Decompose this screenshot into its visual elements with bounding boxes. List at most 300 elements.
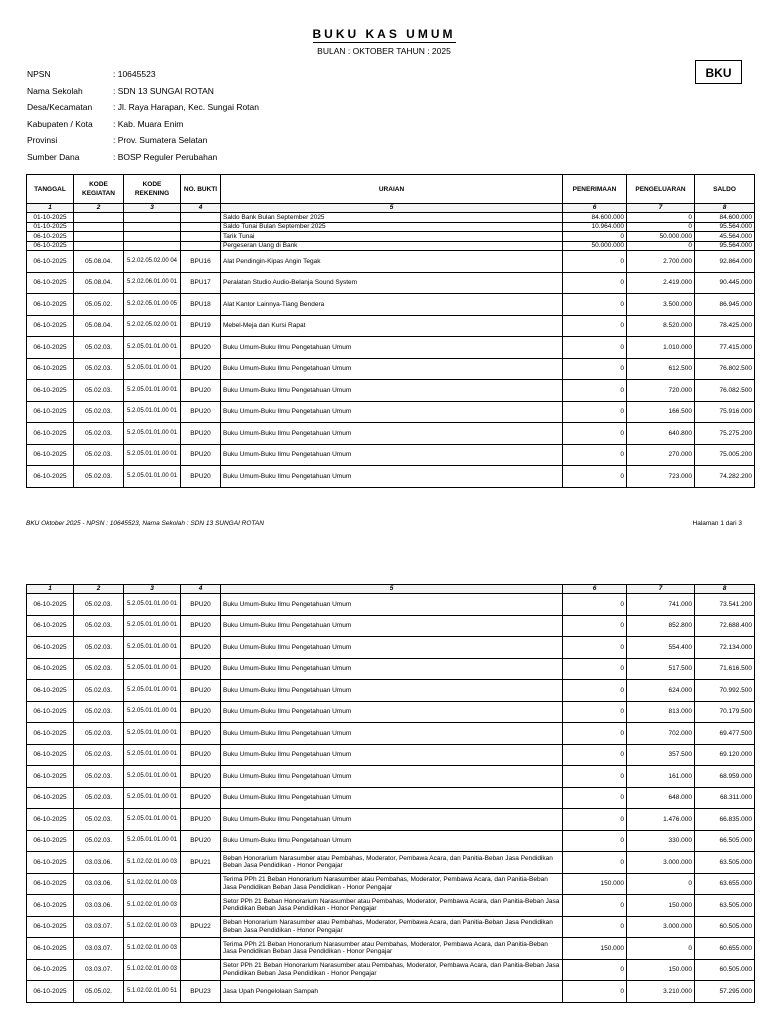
- penerimaan-cell: 0: [563, 680, 627, 702]
- col-number: 4: [181, 204, 221, 213]
- tanggal-cell: 06-10-2025: [27, 380, 74, 402]
- kode-kegiatan-cell: 05.02.03.: [74, 658, 124, 680]
- penerimaan-cell: 0: [563, 444, 627, 466]
- pengeluaran-cell: 640.800: [627, 423, 695, 445]
- saldo-cell: 63.655.000: [695, 873, 755, 895]
- table-row: [27, 787, 755, 809]
- col-number: 3: [124, 204, 181, 213]
- tanggal-cell: 06-10-2025: [27, 959, 74, 981]
- no-bukti-cell: BPU20: [181, 787, 221, 809]
- pengeluaran-cell: 612.500: [627, 358, 695, 380]
- saldo-cell: 86.945.000: [695, 294, 755, 316]
- tanggal-cell: 06-10-2025: [27, 423, 74, 445]
- table-row: [27, 594, 755, 616]
- kode-kegiatan-cell: 05.02.03.: [74, 680, 124, 702]
- bku-badge: BKU: [695, 60, 742, 84]
- no-bukti-cell: [181, 938, 221, 960]
- uraian-cell: Jasa Upah Pengelolaan Sampah: [221, 981, 563, 1003]
- uraian-cell: Buku Umum-Buku Ilmu Pengetahuan Umum: [221, 337, 563, 359]
- kode-rekening-cell: 5.2.02.05.01.00 05: [124, 294, 181, 316]
- no-bukti-cell: BPU20: [181, 680, 221, 702]
- uraian-cell: Pergeseran Uang di Bank: [221, 241, 563, 251]
- col-number: 7: [627, 204, 695, 213]
- no-bukti-cell: BPU20: [181, 380, 221, 402]
- table-row: [27, 251, 755, 273]
- col-number: 3: [124, 585, 181, 594]
- penerimaan-cell: 0: [563, 423, 627, 445]
- table-row: [27, 723, 755, 745]
- tanggal-cell: 06-10-2025: [27, 895, 74, 917]
- col-header-kode-kegiatan: KODE KEGIATAN: [74, 175, 124, 204]
- uraian-cell: Alat Pendingin-Kipas Angin Tegak: [221, 251, 563, 273]
- pengeluaran-cell: 0: [627, 213, 695, 223]
- penerimaan-cell: 84.600.000: [563, 213, 627, 223]
- uraian-cell: Buku Umum-Buku Ilmu Pengetahuan Umum: [221, 594, 563, 616]
- no-bukti-cell: BPU16: [181, 251, 221, 273]
- saldo-cell: 92.864.000: [695, 251, 755, 273]
- tanggal-cell: 06-10-2025: [27, 315, 74, 337]
- uraian-cell: Setor PPh 21 Beban Honorarium Narasumber atau Pembahas, Moderator, Pembawa Acara, dan Panitia-Beban Jasa Pendidikan Beban Jasa Pendidikan - Honor Pengajar: [221, 959, 563, 981]
- col-number: 1: [27, 204, 74, 213]
- no-bukti-cell: BPU20: [181, 701, 221, 723]
- kode-rekening-cell: 5.1.02.02.01.00 03: [124, 916, 181, 938]
- kode-rekening-cell: 5.2.05.01.01.00 01: [124, 594, 181, 616]
- col-number: 6: [563, 204, 627, 213]
- no-bukti-cell: BPU19: [181, 315, 221, 337]
- saldo-cell: 74.282.200: [695, 466, 755, 488]
- no-bukti-cell: BPU20: [181, 466, 221, 488]
- penerimaan-cell: 0: [563, 809, 627, 831]
- tanggal-cell: 06-10-2025: [27, 466, 74, 488]
- pengeluaran-cell: 270.000: [627, 444, 695, 466]
- no-bukti-cell: BPU20: [181, 423, 221, 445]
- table-row: [27, 959, 755, 981]
- pengeluaran-cell: 517.500: [627, 658, 695, 680]
- table-row: [27, 895, 755, 917]
- kode-kegiatan-cell: 05.02.03.: [74, 358, 124, 380]
- col-number: 8: [695, 585, 755, 594]
- uraian-cell: Buku Umum-Buku Ilmu Pengetahuan Umum: [221, 830, 563, 852]
- pengeluaran-cell: 813.000: [627, 701, 695, 723]
- penerimaan-cell: 0: [563, 466, 627, 488]
- col-header-saldo: SALDO: [695, 175, 755, 204]
- table-row: [27, 852, 755, 874]
- kode-kegiatan-cell: 03.03.07.: [74, 959, 124, 981]
- saldo-cell: 60.655.000: [695, 938, 755, 960]
- penerimaan-cell: 0: [563, 637, 627, 659]
- kode-rekening-cell: 5.2.05.01.01.00 01: [124, 701, 181, 723]
- penerimaan-cell: 0: [563, 981, 627, 1003]
- kode-kegiatan-cell: 05.02.03.: [74, 337, 124, 359]
- kode-kegiatan-cell: [74, 213, 124, 223]
- table-row: [27, 294, 755, 316]
- no-bukti-cell: BPU23: [181, 981, 221, 1003]
- pengeluaran-cell: 741.000: [627, 594, 695, 616]
- kode-rekening-cell: [124, 232, 181, 242]
- tanggal-cell: 06-10-2025: [27, 680, 74, 702]
- penerimaan-cell: 0: [563, 723, 627, 745]
- no-bukti-cell: BPU20: [181, 401, 221, 423]
- col-header-penerimaan: PENERIMAAN: [563, 175, 627, 204]
- kode-rekening-cell: 5.2.05.01.01.00 01: [124, 830, 181, 852]
- uraian-cell: Terima PPh 21 Beban Honorarium Narasumber atau Pembahas, Moderator, Pembawa Acara, dan Panitia-Beban Jasa Pendidikan Beban Jasa Pendidikan - Honor Pengajar: [221, 938, 563, 960]
- penerimaan-cell: 150.000: [563, 873, 627, 895]
- no-bukti-cell: [181, 232, 221, 242]
- kode-kegiatan-cell: 05.02.03.: [74, 787, 124, 809]
- pengeluaran-cell: 0: [627, 873, 695, 895]
- table-row: [27, 873, 755, 895]
- kode-kegiatan-cell: 05.02.03.: [74, 766, 124, 788]
- kode-kegiatan-cell: 03.03.07.: [74, 916, 124, 938]
- uraian-cell: Buku Umum-Buku Ilmu Pengetahuan Umum: [221, 766, 563, 788]
- pengeluaran-cell: 330.000: [627, 830, 695, 852]
- kode-rekening-cell: [124, 222, 181, 232]
- pengeluaran-cell: 2.700.000: [627, 251, 695, 273]
- saldo-cell: 69.477.500: [695, 723, 755, 745]
- saldo-cell: 68.311.000: [695, 787, 755, 809]
- uraian-cell: Buku Umum-Buku Ilmu Pengetahuan Umum: [221, 380, 563, 402]
- kode-rekening-cell: 5.2.05.01.01.00 01: [124, 423, 181, 445]
- kode-rekening-cell: 5.1.02.02.01.00 03: [124, 895, 181, 917]
- tanggal-cell: 06-10-2025: [27, 723, 74, 745]
- penerimaan-cell: 0: [563, 744, 627, 766]
- pengeluaran-cell: 3.000.000: [627, 852, 695, 874]
- uraian-cell: Buku Umum-Buku Ilmu Pengetahuan Umum: [221, 701, 563, 723]
- col-number: 5: [221, 204, 563, 213]
- kode-rekening-cell: 5.2.05.01.01.00 01: [124, 337, 181, 359]
- no-bukti-cell: BPU20: [181, 723, 221, 745]
- kode-rekening-cell: 5.2.05.01.01.00 01: [124, 809, 181, 831]
- saldo-cell: 70.179.500: [695, 701, 755, 723]
- saldo-cell: 77.415.000: [695, 337, 755, 359]
- info-row-fund-source: Sumber Dana : BOSP Reguler Perubahan: [27, 151, 218, 162]
- tanggal-cell: 06-10-2025: [27, 787, 74, 809]
- kode-rekening-cell: 5.2.05.01.01.00 01: [124, 615, 181, 637]
- kode-kegiatan-cell: 05.02.03.: [74, 615, 124, 637]
- tanggal-cell: 06-10-2025: [27, 873, 74, 895]
- table-row: [27, 809, 755, 831]
- saldo-cell: 60.505.000: [695, 959, 755, 981]
- ledger-table-page-1: [26, 174, 755, 488]
- uraian-cell: Buku Umum-Buku Ilmu Pengetahuan Umum: [221, 615, 563, 637]
- kode-rekening-cell: 5.2.05.01.01.00 01: [124, 637, 181, 659]
- kode-kegiatan-cell: 03.03.06.: [74, 852, 124, 874]
- saldo-cell: 63.505.000: [695, 895, 755, 917]
- penerimaan-cell: 0: [563, 787, 627, 809]
- penerimaan-cell: 150.000: [563, 938, 627, 960]
- saldo-cell: 76.082.500: [695, 380, 755, 402]
- pengeluaran-cell: 357.500: [627, 744, 695, 766]
- tanggal-cell: 06-10-2025: [27, 852, 74, 874]
- pengeluaran-cell: 166.500: [627, 401, 695, 423]
- saldo-cell: 70.992.500: [695, 680, 755, 702]
- uraian-cell: Beban Honorarium Narasumber atau Pembahas, Moderator, Pembawa Acara, dan Panitia-Beban Jasa Pendidikan Beban Jasa Pendidikan - Honor Pengajar: [221, 852, 563, 874]
- no-bukti-cell: BPU22: [181, 916, 221, 938]
- tanggal-cell: 06-10-2025: [27, 701, 74, 723]
- tanggal-cell: 06-10-2025: [27, 401, 74, 423]
- table-row: [27, 744, 755, 766]
- table-row: [27, 680, 755, 702]
- pengeluaran-cell: 1.476.000: [627, 809, 695, 831]
- penerimaan-cell: 0: [563, 380, 627, 402]
- col-number: 1: [27, 585, 74, 594]
- pengeluaran-cell: 150.000: [627, 959, 695, 981]
- pengeluaran-cell: 648.000: [627, 787, 695, 809]
- kode-kegiatan-cell: [74, 222, 124, 232]
- info-row-npsn: NPSN : 10645523: [27, 69, 156, 79]
- table-row: [27, 358, 755, 380]
- kode-kegiatan-cell: 05.02.03.: [74, 701, 124, 723]
- no-bukti-cell: [181, 873, 221, 895]
- table-row: [27, 615, 755, 637]
- info-row-address: Desa/Kecamatan : Jl. Raya Harapan, Kec. Sungai Rotan: [27, 102, 259, 113]
- no-bukti-cell: BPU21: [181, 852, 221, 874]
- uraian-cell: Buku Umum-Buku Ilmu Pengetahuan Umum: [221, 787, 563, 809]
- uraian-cell: Buku Umum-Buku Ilmu Pengetahuan Umum: [221, 358, 563, 380]
- table-row: [27, 637, 755, 659]
- saldo-cell: 84.600.000: [695, 213, 755, 223]
- tanggal-cell: 06-10-2025: [27, 294, 74, 316]
- tanggal-cell: 01-10-2025: [27, 213, 74, 223]
- no-bukti-cell: BPU20: [181, 744, 221, 766]
- col-number: 7: [627, 585, 695, 594]
- saldo-cell: 72.688.400: [695, 615, 755, 637]
- tanggal-cell: 06-10-2025: [27, 637, 74, 659]
- pengeluaran-cell: 0: [627, 938, 695, 960]
- uraian-cell: Buku Umum-Buku Ilmu Pengetahuan Umum: [221, 680, 563, 702]
- pengeluaran-cell: 3.000.000: [627, 916, 695, 938]
- saldo-cell: 63.505.000: [695, 852, 755, 874]
- uraian-cell: Setor PPh 21 Beban Honorarium Narasumber atau Pembahas, Moderator, Pembawa Acara, dan Panitia-Beban Jasa Pendidikan Beban Jasa Pendidikan - Honor Pengajar: [221, 895, 563, 917]
- no-bukti-cell: [181, 222, 221, 232]
- no-bukti-cell: BPU20: [181, 594, 221, 616]
- uraian-cell: Buku Umum-Buku Ilmu Pengetahuan Umum: [221, 723, 563, 745]
- no-bukti-cell: BPU20: [181, 444, 221, 466]
- kode-kegiatan-cell: 05.02.03.: [74, 401, 124, 423]
- table-row: [27, 938, 755, 960]
- pengeluaran-cell: 702.000: [627, 723, 695, 745]
- pengeluaran-cell: 624.000: [627, 680, 695, 702]
- kode-kegiatan-cell: [74, 232, 124, 242]
- no-bukti-cell: BPU20: [181, 809, 221, 831]
- uraian-cell: Buku Umum-Buku Ilmu Pengetahuan Umum: [221, 637, 563, 659]
- table-row: [27, 658, 755, 680]
- penerimaan-cell: 0: [563, 701, 627, 723]
- page-number: Halaman 1 dari 3: [692, 520, 742, 527]
- pengeluaran-cell: 723.000: [627, 466, 695, 488]
- table-row: [27, 766, 755, 788]
- kode-rekening-cell: 5.2.05.01.01.00 01: [124, 766, 181, 788]
- penerimaan-cell: 0: [563, 852, 627, 874]
- table-row: [27, 466, 755, 488]
- table-row: [27, 241, 755, 251]
- no-bukti-cell: BPU20: [181, 615, 221, 637]
- tanggal-cell: 06-10-2025: [27, 981, 74, 1003]
- col-header-tanggal: TANGGAL: [27, 175, 74, 204]
- no-bukti-cell: BPU20: [181, 766, 221, 788]
- kode-rekening-cell: [124, 241, 181, 251]
- saldo-cell: 95.564.000: [695, 241, 755, 251]
- uraian-cell: Peralatan Studio Audio-Belanja Sound System: [221, 272, 563, 294]
- penerimaan-cell: 0: [563, 294, 627, 316]
- penerimaan-cell: 0: [563, 895, 627, 917]
- saldo-cell: 71.616.500: [695, 658, 755, 680]
- uraian-cell: Saldo Bank Bulan September 2025: [221, 213, 563, 223]
- pengeluaran-cell: 1.010.000: [627, 337, 695, 359]
- tanggal-cell: 06-10-2025: [27, 444, 74, 466]
- no-bukti-cell: BPU20: [181, 658, 221, 680]
- kode-rekening-cell: 5.2.02.05.02.00 04: [124, 251, 181, 273]
- col-header-kode-rekening: KODE REKENING: [124, 175, 181, 204]
- uraian-cell: Buku Umum-Buku Ilmu Pengetahuan Umum: [221, 466, 563, 488]
- saldo-cell: 69.120.000: [695, 744, 755, 766]
- penerimaan-cell: 50.000.000: [563, 241, 627, 251]
- kode-kegiatan-cell: 05.02.03.: [74, 809, 124, 831]
- kode-rekening-cell: 5.2.05.01.01.00 01: [124, 466, 181, 488]
- table-row: [27, 213, 755, 223]
- kode-kegiatan-cell: 05.02.03.: [74, 380, 124, 402]
- col-header-no-bukti: NO. BUKTI: [181, 175, 221, 204]
- saldo-cell: 66.505.000: [695, 830, 755, 852]
- penerimaan-cell: 0: [563, 594, 627, 616]
- kode-kegiatan-cell: 03.03.06.: [74, 873, 124, 895]
- table-row: [27, 272, 755, 294]
- penerimaan-cell: 0: [563, 959, 627, 981]
- no-bukti-cell: BPU17: [181, 272, 221, 294]
- no-bukti-cell: BPU20: [181, 830, 221, 852]
- kode-rekening-cell: 5.2.05.01.01.00 01: [124, 787, 181, 809]
- col-number: 8: [695, 204, 755, 213]
- kode-kegiatan-cell: 05.02.03.: [74, 723, 124, 745]
- uraian-cell: Mebel-Meja dan Kursi Rapat: [221, 315, 563, 337]
- tanggal-cell: 06-10-2025: [27, 615, 74, 637]
- no-bukti-cell: [181, 213, 221, 223]
- kode-rekening-cell: 5.2.05.01.01.00 01: [124, 744, 181, 766]
- pengeluaran-cell: 3.500.000: [627, 294, 695, 316]
- table-row: [27, 423, 755, 445]
- saldo-cell: 90.445.000: [695, 272, 755, 294]
- kode-kegiatan-cell: 05.08.04.: [74, 251, 124, 273]
- saldo-cell: 95.564.000: [695, 222, 755, 232]
- document-title: BUKU KAS UMUM: [312, 27, 456, 41]
- uraian-cell: Buku Umum-Buku Ilmu Pengetahuan Umum: [221, 809, 563, 831]
- kode-rekening-cell: 5.2.05.01.01.00 01: [124, 380, 181, 402]
- col-number: 6: [563, 585, 627, 594]
- tanggal-cell: 06-10-2025: [27, 766, 74, 788]
- footer-note: BKU Oktober 2025 - NPSN : 10645523, Nama Sekolah : SDN 13 SUNGAI ROTAN: [26, 520, 264, 527]
- penerimaan-cell: 0: [563, 401, 627, 423]
- kode-kegiatan-cell: 05.02.03.: [74, 637, 124, 659]
- pengeluaran-cell: 2.419.000: [627, 272, 695, 294]
- table-row: [27, 401, 755, 423]
- penerimaan-cell: 10.964.000: [563, 222, 627, 232]
- tanggal-cell: 06-10-2025: [27, 830, 74, 852]
- uraian-cell: Buku Umum-Buku Ilmu Pengetahuan Umum: [221, 744, 563, 766]
- col-number: 2: [74, 585, 124, 594]
- document-subtitle: BULAN : OKTOBER TAHUN : 2025: [317, 46, 451, 56]
- kode-rekening-cell: [124, 213, 181, 223]
- penerimaan-cell: 0: [563, 232, 627, 242]
- saldo-cell: 57.295.000: [695, 981, 755, 1003]
- penerimaan-cell: 0: [563, 766, 627, 788]
- info-row-regency: Kabupaten / Kota : Kab. Muara Enim: [27, 118, 184, 129]
- no-bukti-cell: BPU18: [181, 294, 221, 316]
- pengeluaran-cell: 554.400: [627, 637, 695, 659]
- pengeluaran-cell: 0: [627, 241, 695, 251]
- saldo-cell: 76.802.500: [695, 358, 755, 380]
- penerimaan-cell: 0: [563, 315, 627, 337]
- kode-kegiatan-cell: 05.02.03.: [74, 466, 124, 488]
- no-bukti-cell: BPU20: [181, 358, 221, 380]
- kode-kegiatan-cell: 03.03.07.: [74, 938, 124, 960]
- penerimaan-cell: 0: [563, 251, 627, 273]
- table-row: [27, 232, 755, 242]
- tanggal-cell: 06-10-2025: [27, 658, 74, 680]
- kode-rekening-cell: 5.1.02.02.01.00 03: [124, 959, 181, 981]
- tanggal-cell: 06-10-2025: [27, 251, 74, 273]
- kode-kegiatan-cell: 05.02.03.: [74, 423, 124, 445]
- kode-kegiatan-cell: 05.05.02.: [74, 294, 124, 316]
- kode-rekening-cell: 5.2.02.05.02.00 01: [124, 315, 181, 337]
- tanggal-cell: 06-10-2025: [27, 232, 74, 242]
- col-header-pengeluaran: PENGELUARAN: [627, 175, 695, 204]
- saldo-cell: 72.134.000: [695, 637, 755, 659]
- kode-kegiatan-cell: 05.05.02.: [74, 981, 124, 1003]
- no-bukti-cell: [181, 241, 221, 251]
- kode-rekening-cell: 5.2.05.01.01.00 01: [124, 444, 181, 466]
- no-bukti-cell: BPU20: [181, 337, 221, 359]
- kode-rekening-cell: 5.2.05.01.01.00 01: [124, 723, 181, 745]
- no-bukti-cell: [181, 959, 221, 981]
- penerimaan-cell: 0: [563, 658, 627, 680]
- no-bukti-cell: BPU20: [181, 637, 221, 659]
- kode-rekening-cell: 5.2.05.01.01.00 01: [124, 680, 181, 702]
- pengeluaran-cell: 161.000: [627, 766, 695, 788]
- kode-rekening-cell: 5.1.02.02.01.00 03: [124, 938, 181, 960]
- info-row-school-name: Nama Sekolah : SDN 13 SUNGAI ROTAN: [27, 85, 214, 96]
- pengeluaran-cell: 720.000: [627, 380, 695, 402]
- col-number: 2: [74, 204, 124, 213]
- ledger-table-page-2: [26, 584, 755, 1003]
- penerimaan-cell: 0: [563, 337, 627, 359]
- table-row: [27, 701, 755, 723]
- uraian-cell: Buku Umum-Buku Ilmu Pengetahuan Umum: [221, 423, 563, 445]
- uraian-cell: Buku Umum-Buku Ilmu Pengetahuan Umum: [221, 444, 563, 466]
- saldo-cell: 75.275.200: [695, 423, 755, 445]
- uraian-cell: Buku Umum-Buku Ilmu Pengetahuan Umum: [221, 658, 563, 680]
- kode-rekening-cell: 5.2.02.06.01.00 01: [124, 272, 181, 294]
- tanggal-cell: 06-10-2025: [27, 337, 74, 359]
- kode-kegiatan-cell: 05.08.04.: [74, 315, 124, 337]
- table-row: [27, 916, 755, 938]
- penerimaan-cell: 0: [563, 916, 627, 938]
- pengeluaran-cell: 50.000.000: [627, 232, 695, 242]
- tanggal-cell: 01-10-2025: [27, 222, 74, 232]
- penerimaan-cell: 0: [563, 358, 627, 380]
- table-row: [27, 830, 755, 852]
- kode-rekening-cell: 5.2.05.01.01.00 01: [124, 658, 181, 680]
- tanggal-cell: 06-10-2025: [27, 916, 74, 938]
- tanggal-cell: 06-10-2025: [27, 241, 74, 251]
- info-row-province: Provinsi : Prov. Sumatera Selatan: [27, 135, 208, 146]
- col-number: 5: [221, 585, 563, 594]
- table-row: [27, 222, 755, 232]
- saldo-cell: 68.959.000: [695, 766, 755, 788]
- kode-kegiatan-cell: 05.02.03.: [74, 830, 124, 852]
- tanggal-cell: 06-10-2025: [27, 594, 74, 616]
- kode-rekening-cell: 5.1.02.02.01.00 03: [124, 873, 181, 895]
- uraian-cell: Alat Kantor Lainnya-Tiang Bendera: [221, 294, 563, 316]
